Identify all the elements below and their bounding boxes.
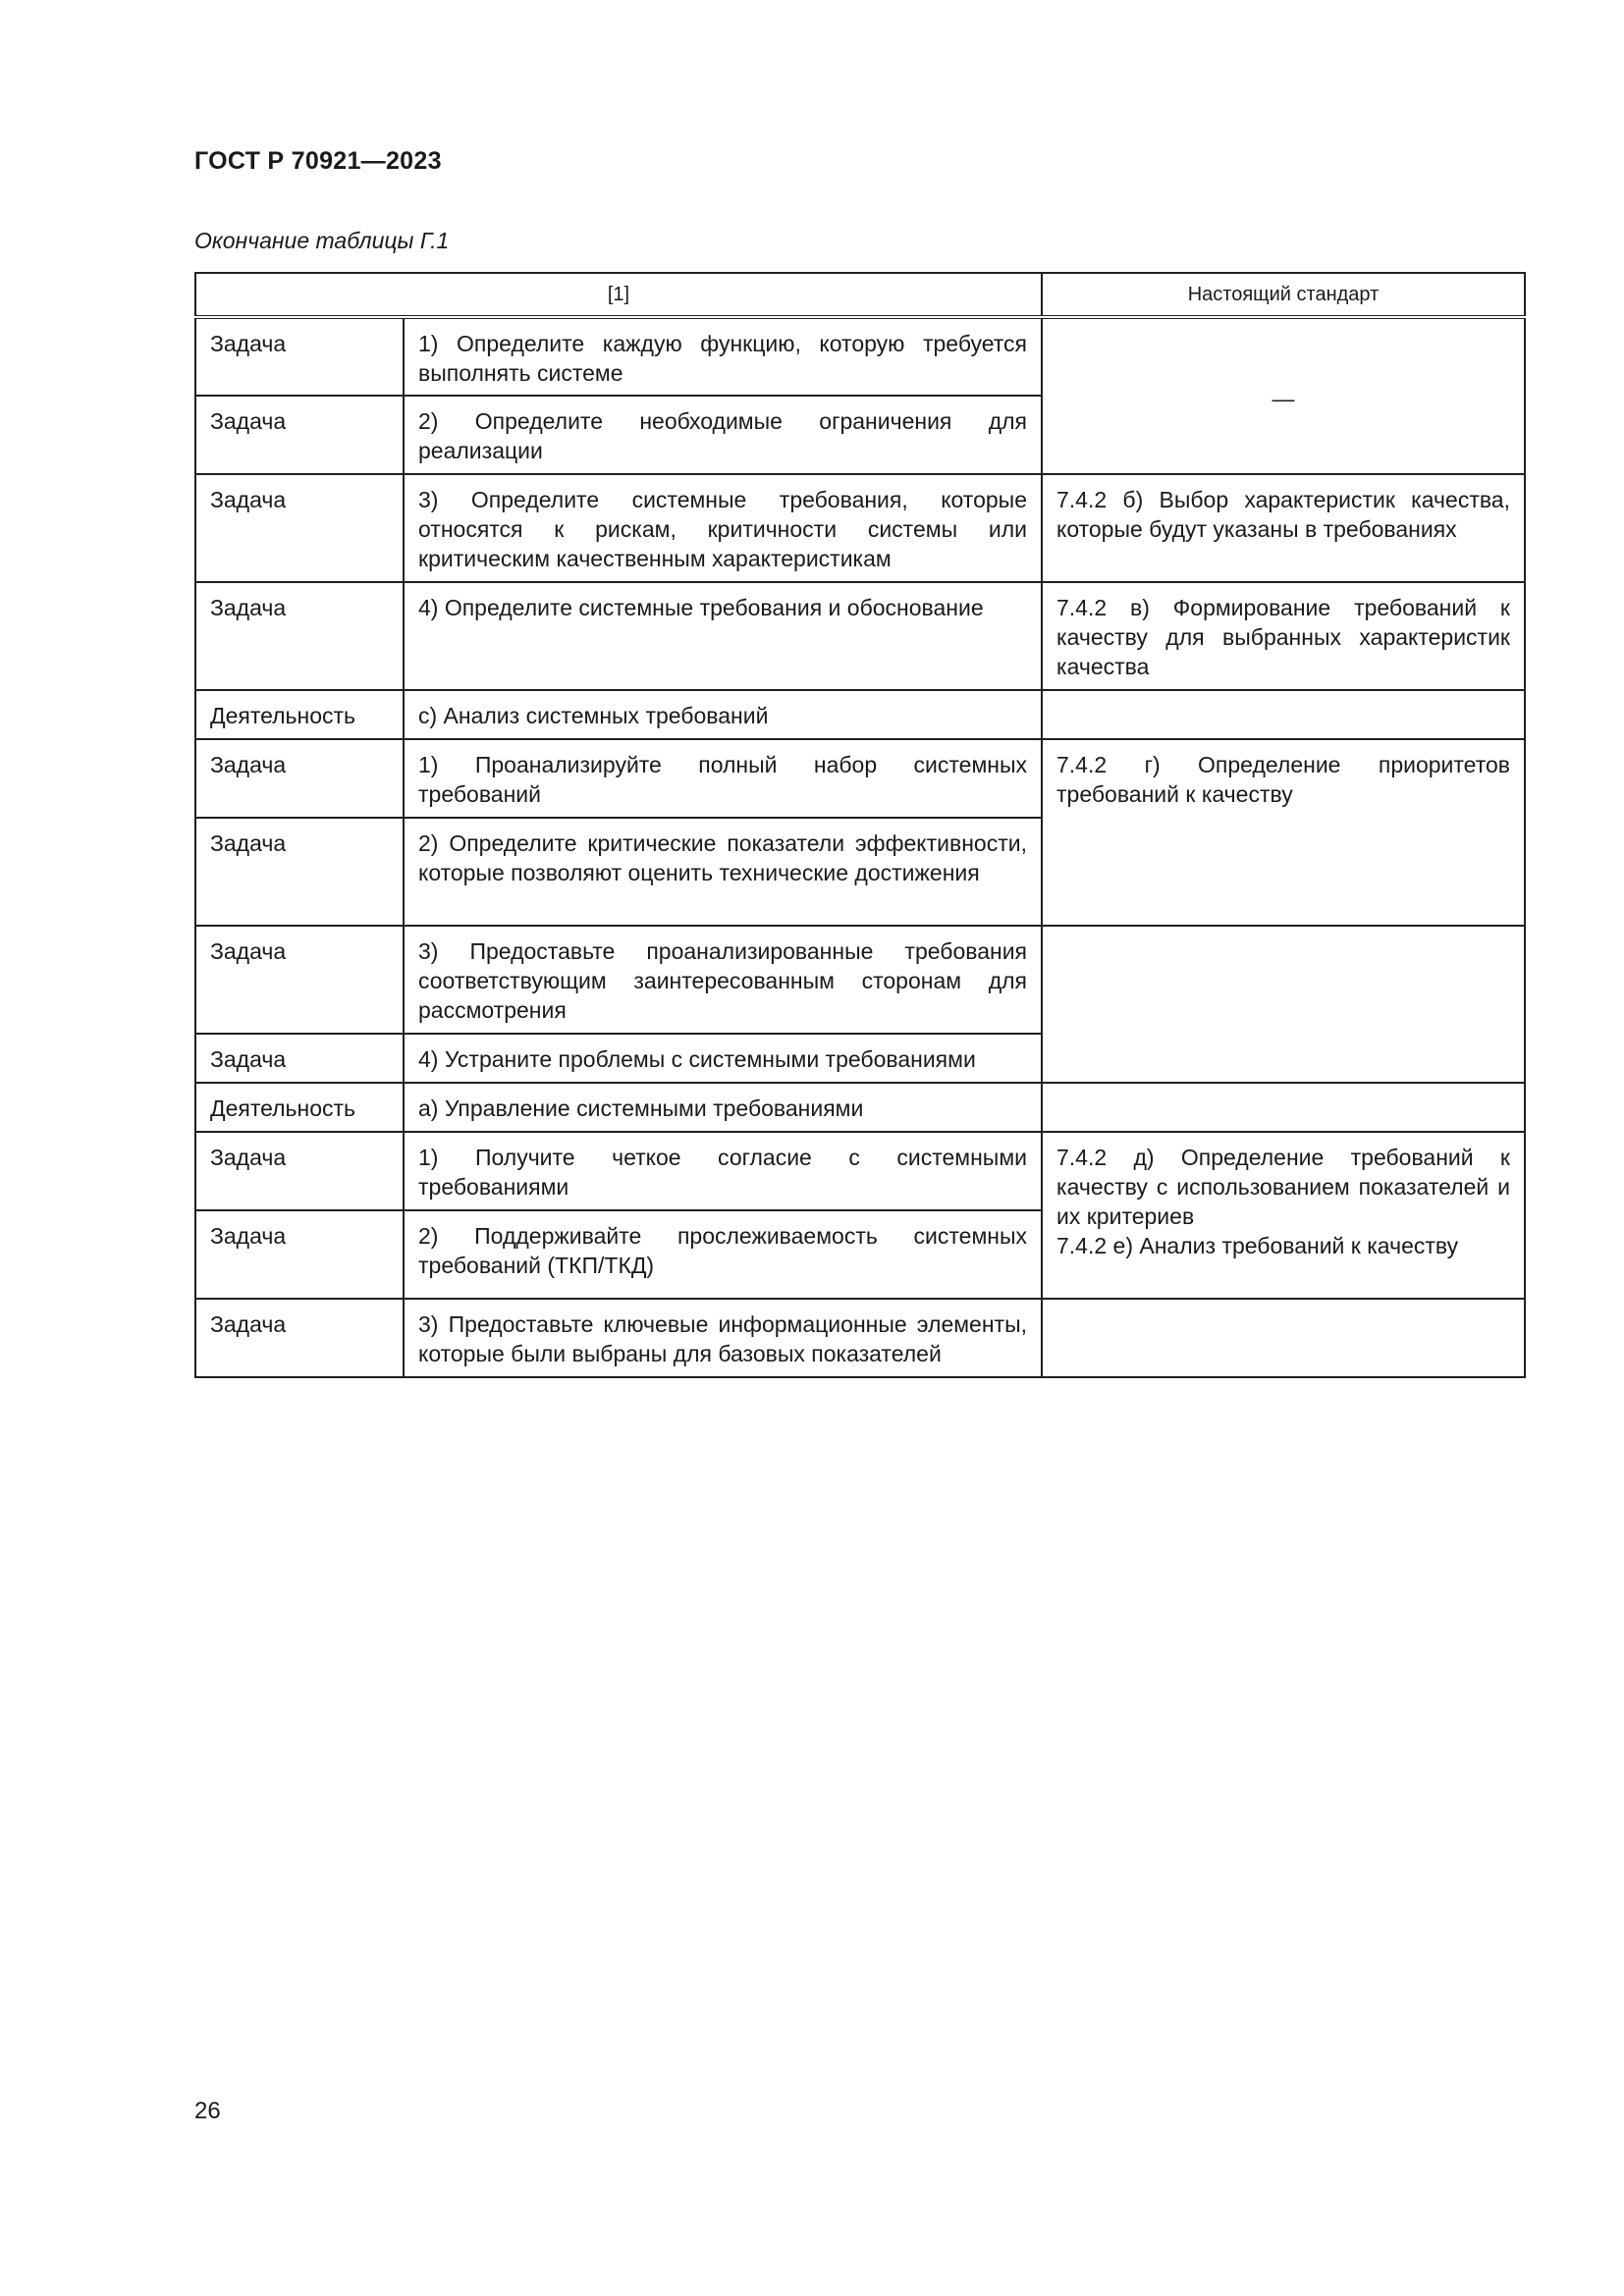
table-header-row	[195, 273, 1525, 317]
standard-reference: 7.4.2 д) Определение требований к качеству с использованием показателей и их критериев	[1056, 1145, 1510, 1229]
row-type: Задача	[195, 474, 404, 582]
standard-reference	[1042, 1299, 1525, 1377]
row-type: Задача	[195, 396, 404, 474]
table-row	[195, 582, 1525, 690]
row-type: Задача	[195, 739, 404, 818]
row-description: 1) Проанализируйте полный набор системных требований	[404, 739, 1042, 818]
row-description: 3) Определите системные требования, которые относятся к рискам, критичности системы или критическим качественным характеристикам	[404, 474, 1042, 582]
row-description: 1) Определите каждую функцию, которую требуется выполнять системе	[404, 317, 1042, 396]
standard-reference-group	[1042, 1132, 1525, 1299]
standard-reference: —	[1042, 317, 1525, 474]
standard-reference	[1042, 690, 1525, 739]
row-type: Задача	[195, 1299, 404, 1377]
row-description: 2) Поддерживайте прослеживаемость системных требований (ТКП/ТКД)	[404, 1210, 1042, 1299]
table-row	[195, 1132, 1525, 1210]
row-description: 3) Предоставьте проанализированные требования соответствующим заинтересованным сторонам для рассмотрения	[404, 926, 1042, 1034]
row-type: Задача	[195, 582, 404, 690]
row-description: 2) Определите необходимые ограничения для реализации	[404, 396, 1042, 474]
row-description: 2) Определите критические показатели эффективности, которые позволяют оценить технические достижения	[404, 818, 1042, 926]
header-source: [1]	[195, 273, 1042, 317]
row-description: c) Анализ системных требований	[404, 690, 1042, 739]
standard-reference	[1042, 1083, 1525, 1132]
row-description: 4) Устраните проблемы с системными требованиями	[404, 1034, 1042, 1083]
header-standard: Настоящий стандарт	[1042, 273, 1525, 317]
standard-reference: 7.4.2 г) Определение приоритетов требований к качеству	[1042, 739, 1525, 926]
table-row	[195, 474, 1525, 582]
row-type: Задача	[195, 818, 404, 926]
row-description: a) Управление системными требованиями	[404, 1083, 1042, 1132]
row-type: Деятельность	[195, 690, 404, 739]
standard-reference: 7.4.2 е) Анализ требований к качеству	[1056, 1233, 1459, 1258]
standard-reference	[1042, 926, 1525, 1083]
table-row	[195, 1299, 1525, 1377]
table-caption: Окончание таблицы Г.1	[194, 228, 450, 253]
row-type: Деятельность	[195, 1083, 404, 1132]
row-type: Задача	[195, 317, 404, 396]
table-row	[195, 926, 1525, 1034]
row-type: Задача	[195, 926, 404, 1034]
standard-reference: 7.4.2 б) Выбор характеристик качества, которые будут указаны в требованиях	[1042, 474, 1525, 582]
row-description: 1) Получите четкое согласие с системными требованиями	[404, 1132, 1042, 1210]
table-row	[195, 690, 1525, 739]
row-type: Задача	[195, 1132, 404, 1210]
row-description: 4) Определите системные требования и обоснование	[404, 582, 1042, 690]
page-number: 26	[194, 2098, 221, 2124]
table-row	[195, 1083, 1525, 1132]
row-description: 3) Предоставьте ключевые информационные элементы, которые были выбраны для базовых показателей	[404, 1299, 1042, 1377]
requirements-table	[194, 272, 1526, 1378]
table-row	[195, 317, 1525, 396]
row-type: Задача	[195, 1034, 404, 1083]
document-header: ГОСТ Р 70921—2023	[194, 147, 442, 175]
standard-reference: 7.4.2 в) Формирование требований к качеству для выбранных характеристик качества	[1042, 582, 1525, 690]
row-type: Задача	[195, 1210, 404, 1299]
table-row	[195, 739, 1525, 818]
